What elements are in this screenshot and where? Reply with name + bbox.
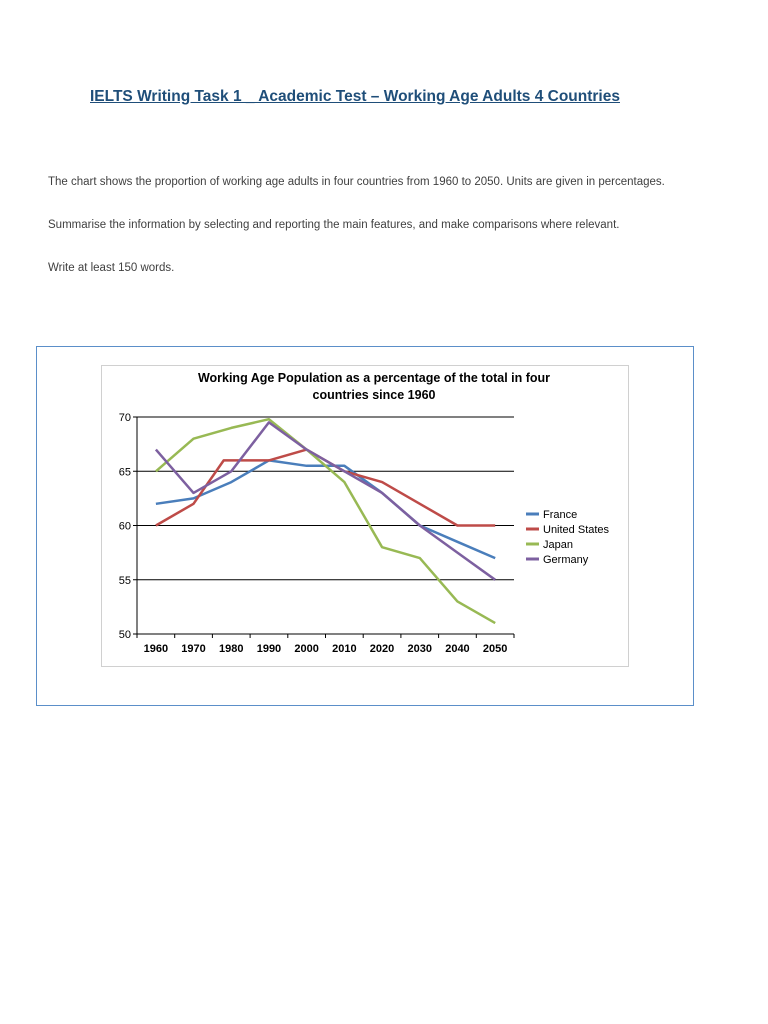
y-tick-label: 60 (118, 520, 131, 533)
x-tick-label: 2040 (445, 643, 470, 655)
x-tick-label: 2010 (332, 643, 357, 655)
x-tick-label: 2020 (369, 643, 395, 655)
legend-label-france: France (543, 509, 578, 521)
x-tick-label: 1970 (181, 643, 206, 655)
legend-item-japan (526, 539, 573, 551)
legend-label-germany: Germany (543, 554, 589, 566)
x-tick-label: 2050 (482, 643, 508, 655)
legend-item-united-states (526, 524, 610, 536)
legend-item-germany (526, 554, 589, 566)
y-tick-label: 65 (118, 466, 131, 479)
word-count-instruction: Write at least 150 words. (48, 262, 175, 274)
x-tick-label: 2000 (294, 643, 319, 655)
x-tick-label: 2030 (407, 643, 432, 655)
y-tick-label: 70 (118, 412, 131, 424)
chart-title-line-2: countries since 1960 (312, 388, 436, 402)
x-tick-label: 1990 (256, 643, 282, 655)
x-tick-label: 1960 (143, 643, 169, 655)
legend-label-japan: Japan (543, 539, 573, 551)
y-tick-label: 50 (118, 629, 131, 641)
page-title: IELTS Writing Task 1 _ Academic Test – Working Age Adults 4 Countries (90, 88, 620, 105)
task-instructions: Summarise the information by selecting and reporting the main features, and make comparisons where relevant. (48, 219, 620, 231)
y-tick-label: 55 (118, 574, 131, 587)
x-tick-label: 1980 (219, 643, 244, 655)
legend-label-united-states: United States (543, 524, 610, 536)
chart-container (101, 365, 629, 667)
chart-title-line-1: Working Age Population as a percentage of the total in four (197, 371, 551, 385)
series-line-germany (156, 422, 495, 579)
line-chart (102, 366, 628, 666)
series-line-japan (156, 419, 495, 623)
task-description: The chart shows the proportion of working age adults in four countries from 1960 to 2050. Units are given in percentages. (48, 176, 665, 188)
legend-item-france (526, 509, 577, 521)
